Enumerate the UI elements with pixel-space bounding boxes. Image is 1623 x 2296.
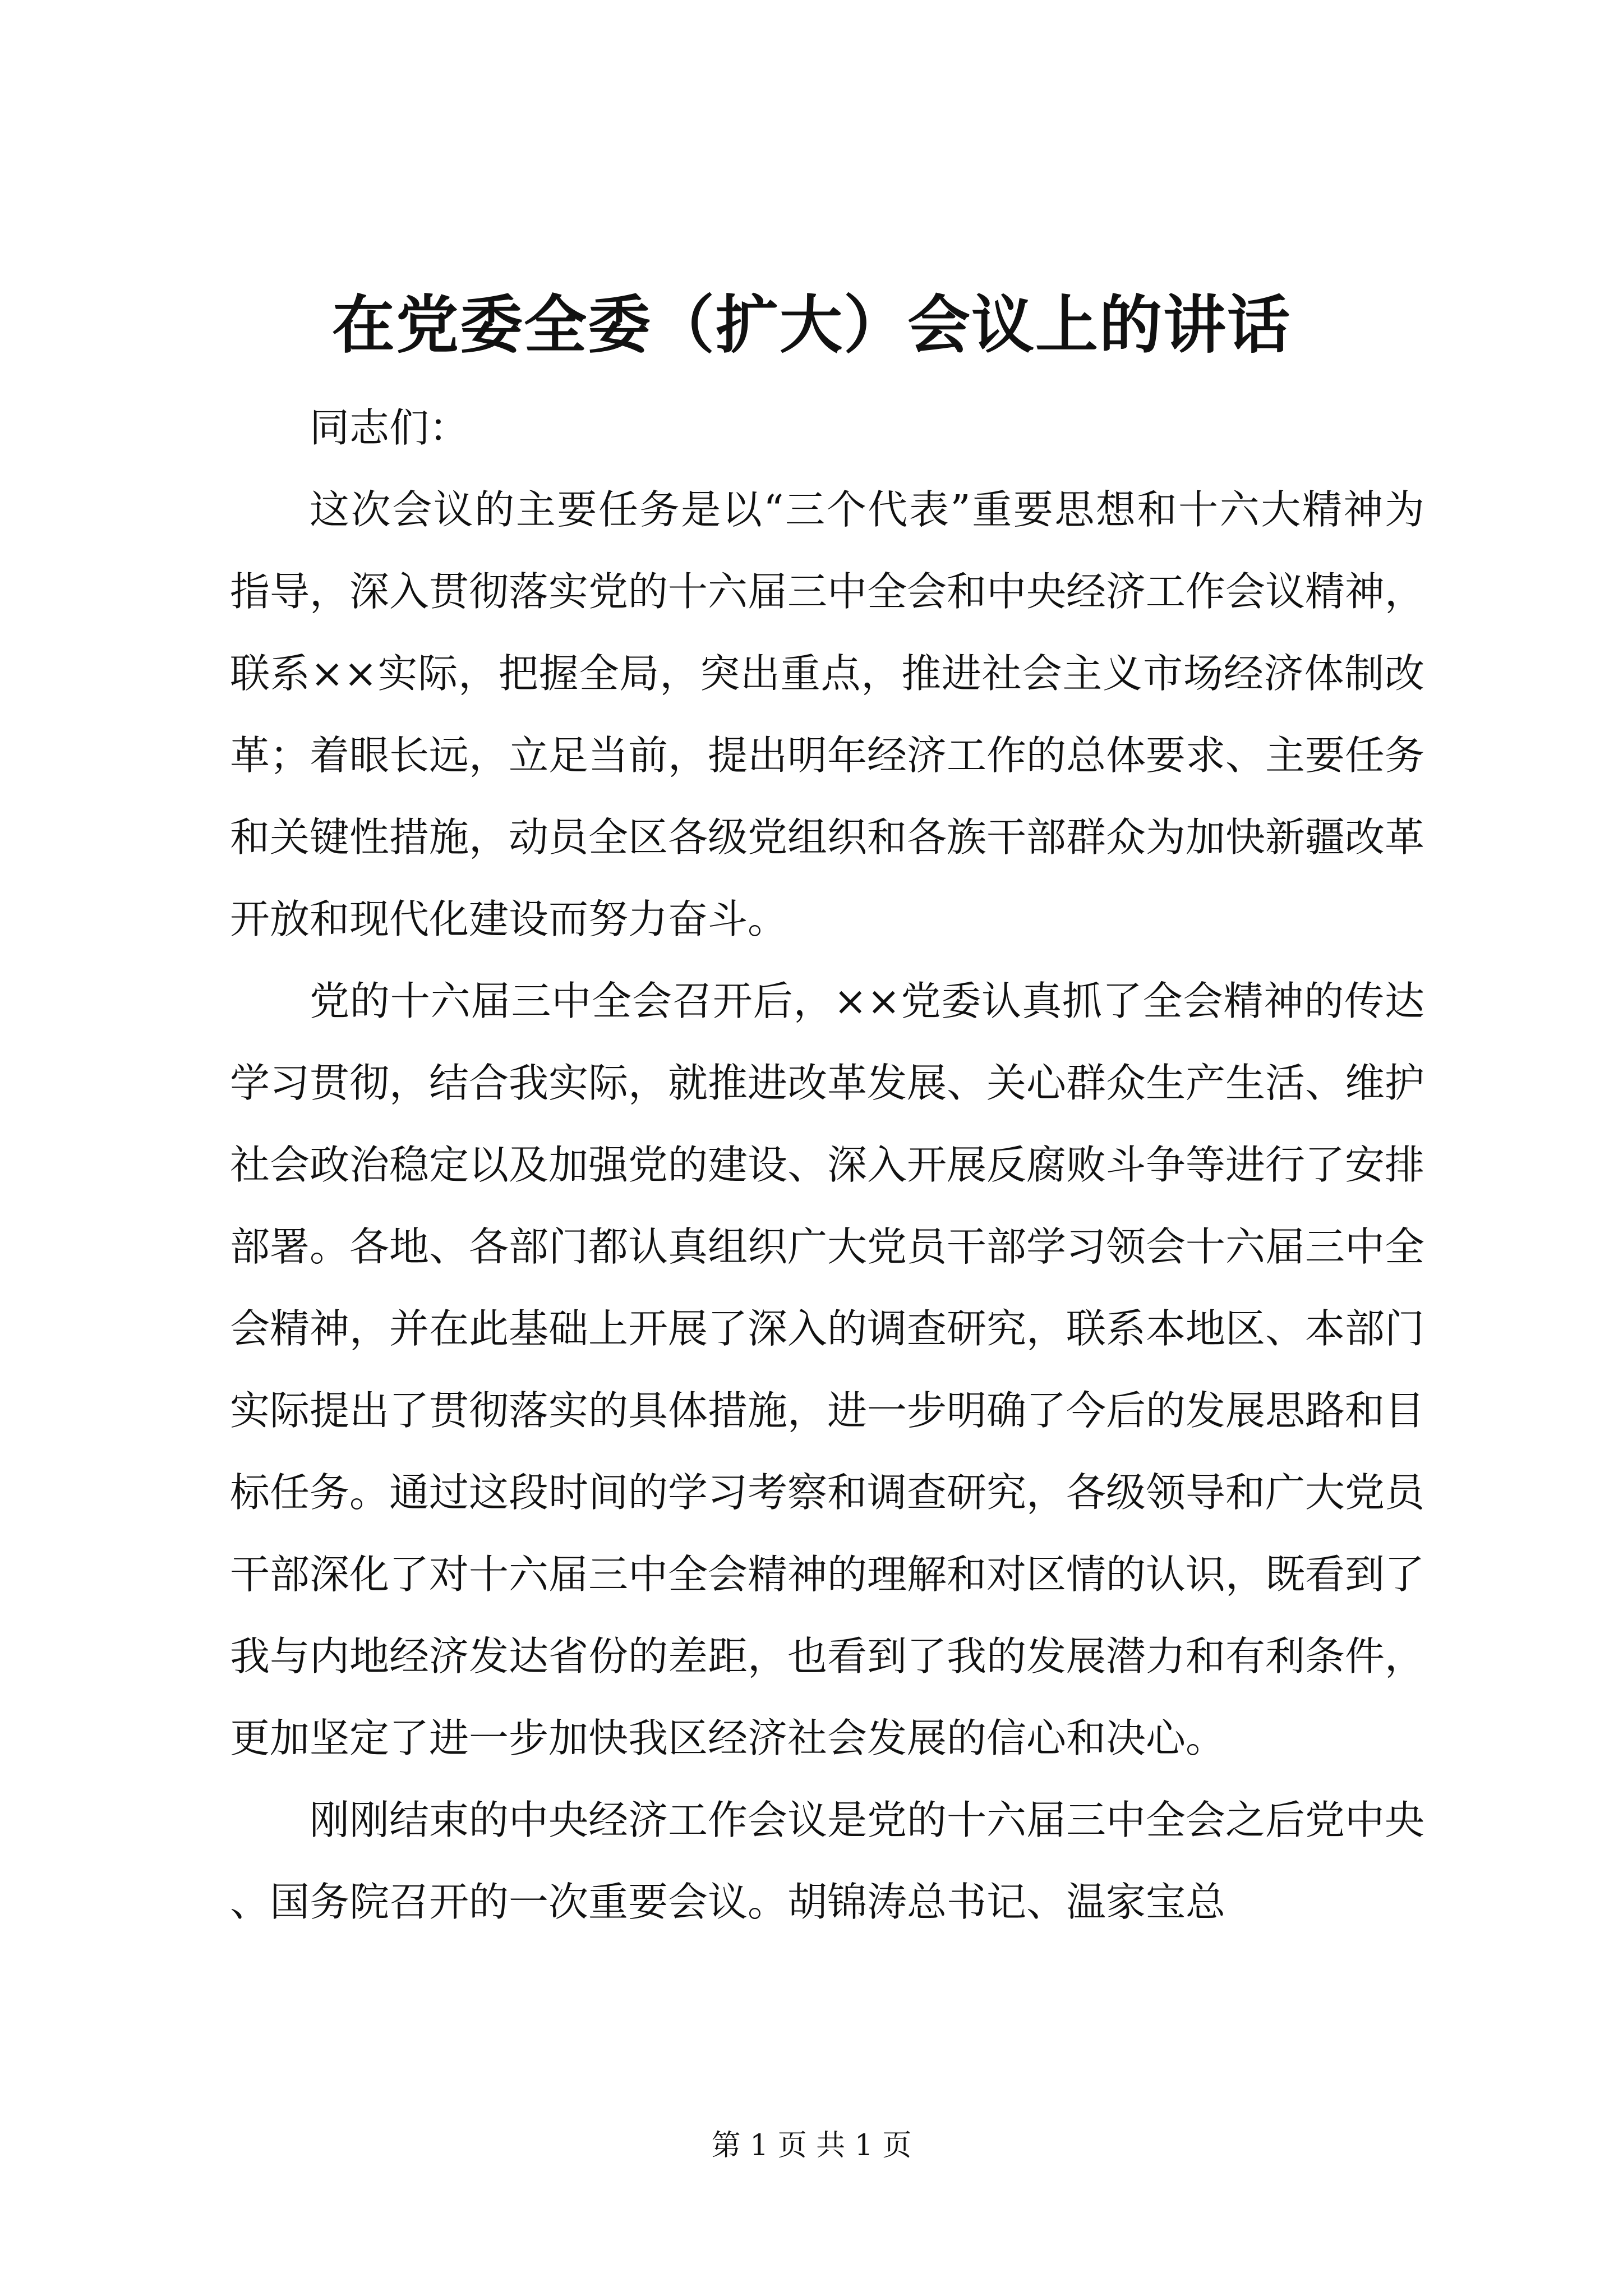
paragraph-3: 刚刚结束的中央经济工作会议是党的十六届三中全会之后党中央、国务院召开的一次重要会议。胡锦涛总书记、温家宝总 — [230, 1797, 1425, 1925]
page-footer: 第 1 页 共 1 页 — [711, 2129, 912, 2162]
greeting: 同志们： — [310, 404, 469, 451]
document-body — [230, 387, 1424, 1943]
paragraph-2: 党的十六届三中全会召开后，××党委认真抓了全会精神的传达学习贯彻，结合我实际，就推进改革发展、关心群众生产生活、维护社会政治稳定以及加强党的建设、深入开展反腐败斗争等进行了安排部署。各地、各部门都认真组织广大党员干部学习领会十六届三中全会精神，并在此基础上开展了深入的调查研究，联系本地区、本部门实际提出了贯彻落实的具体措施，进一步明确了今后的发展思路和目标任务。通过这段时间的学习考察和调查研究，各级领导和广大党员干部深化了对十六届三中全会精神的理解和对区情的认识，既看到了我与内地经济发达省份的差距，也看到了我的发展潜力和有利条件，更加坚定了进一步加快我区经济社会发展的信心和决心。 — [230, 978, 1425, 1761]
document-title: 在党委全委（扩大）会议上的讲话 — [332, 288, 1291, 362]
paragraph-1: 这次会议的主要任务是以“三个代表”重要思想和十六大精神为指导，深入贯彻落实党的十六届三中全会和中央经济工作会议精神，联系××实际，把握全局，突出重点，推进社会主义市场经济体制改革；着眼长远，立足当前，提出明年经济工作的总体要求、主要任务和关键性措施，动员全区各级党组织和各族干部群众为加快新疆改革开放和现代化建设而努力奋斗。 — [230, 486, 1425, 942]
